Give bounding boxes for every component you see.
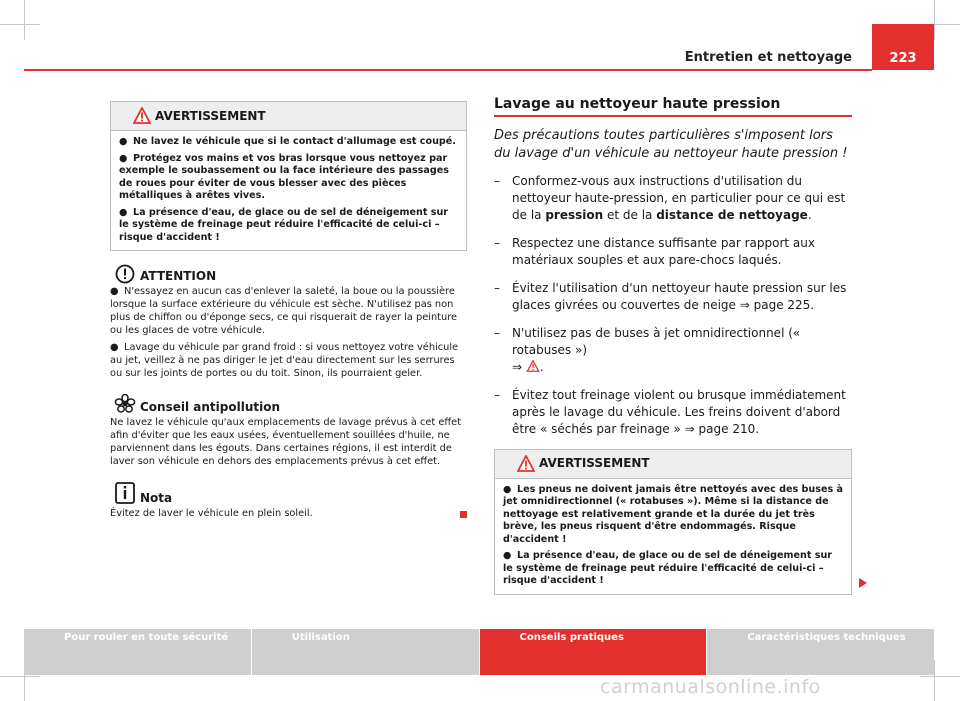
crop-mark	[0, 676, 40, 677]
tab-label: Pour rouler en toute sécurité	[64, 632, 229, 643]
list-item: – Conformez-vous aux instructions d'utilisation du nettoyeur haute-pression, en particulier pour ce qui est de la pression et de la distance de nettoyage.	[494, 173, 846, 222]
tab-securite[interactable]	[24, 629, 251, 675]
crop-mark	[934, 0, 935, 40]
eco-heading: Conseil antipollution	[140, 400, 281, 414]
crop-mark	[934, 660, 935, 701]
step-text: Conformez-vous aux instructions d'utilisation du nettoyeur haute-pression, en particulier pour ce qui est de la	[512, 173, 846, 222]
section-title: Lavage au nettoyeur haute pression	[494, 96, 781, 112]
step-text: .	[807, 207, 812, 222]
warning-heading-text: AVERTISSEMENT	[155, 108, 266, 123]
warning-item-text: Protégez vos mains et vos bras lorsque vous nettoyez par exemple le soubassement ou la face intérieure des passages de roues pour éviter de vous blesser avec des pièces métalliques à arêtes vives.	[119, 152, 449, 201]
step-bold: distance de nettoyage	[656, 207, 808, 222]
crop-mark	[920, 676, 960, 677]
warning-item: ● Protégez vos mains et vos bras lorsque vous nettoyez par exemple le soubassement ou la face intérieure des passages de roues pour éviter de vous blesser avec des pièces métalliques à arêtes vives.	[119, 152, 449, 201]
attention-item-text: Lavage du véhicule par grand froid : si vous nettoyez votre véhicule au jet, veillez à ne pas diriger le jet d'eau directement sur les serrures ou sur les joints de portes ou du toit. Sinon, ils pourraient geler.	[110, 342, 459, 379]
eco-leaf-icon	[114, 394, 136, 414]
step-text: N'utilisez pas de buses à jet omnidirectionnel (« rotabuses »)	[512, 325, 801, 357]
step-bold: pression	[545, 207, 604, 222]
tab-conseils-pratiques[interactable]	[480, 629, 707, 675]
warning-body	[111, 131, 466, 250]
warning-item-text: La présence d'eau, de glace ou de sel de déneigement sur le système de freinage peut réduire l'efficacité de celui-ci – risque d'accident !	[119, 206, 449, 243]
page-number-text: 223	[889, 51, 917, 66]
list-item: – N'utilisez pas de buses à jet omnidirectionnel (« rotabuses ») ⇒ .	[494, 325, 801, 374]
list-item: – Respectez une distance suffisante par rapport aux matériaux souples et aux pare-chocs laqués.	[494, 235, 815, 267]
warning-box	[110, 101, 467, 251]
warning-triangle-icon	[133, 107, 151, 124]
warning-item-text: La présence d'eau, de glace ou de sel de déneigement sur le système de freinage peut réduire l'efficacité de celui-ci – risque d'accident !	[503, 550, 833, 586]
attention-item: ● N'essayez en aucun cas d'enlever la saleté, la boue ou la poussière lorsque la surface extérieure du véhicule est sèche. N'utilisez pas non plus de chiffon ou d'éponge secs, ce qui risquerait de rayer la peinture ou les glaces de votre véhicule.	[110, 286, 458, 336]
attention-item-text: N'essayez en aucun cas d'enlever la saleté, la boue ou la poussière lorsque la surface extérieure du véhicule est sèche. N'utilisez pas non plus de chiffon ou d'éponge secs, ce qui risquerait de rayer la peinture ou les glaces de votre véhicule.	[110, 286, 458, 336]
warning-heading	[495, 450, 851, 479]
step-text: Respectez une distance suffisante par rapport aux matériaux souples et aux pare-chocs laqués.	[512, 235, 815, 267]
info-icon	[115, 482, 135, 504]
warning-item-text: Les pneus ne doivent jamais être nettoyés avec des buses à jet omnidirectionnel (« rotabuses »). Même si la distance de nettoyage est relativement grande et la durée du jet très brève, les pneus risquent d'être endommagés. Risque d'accident !	[503, 483, 843, 545]
crop-mark	[24, 0, 25, 40]
attention-item: ● Lavage du véhicule par grand froid : si vous nettoyez votre véhicule au jet, veillez à ne pas diriger le jet d'eau directement sur les serrures ou sur les joints de portes ou du toit. Sinon, ils pourraient geler.	[110, 342, 459, 379]
tab-label: Utilisation	[291, 632, 350, 643]
warning-item: ● La présence d'eau, de glace ou de sel de déneigement sur le système de freinage peut réduire l'efficacité de celui-ci – risque d'accident !	[503, 550, 833, 586]
warning-item-text: Ne lavez le véhicule que si le contact d'allumage est coupé.	[133, 136, 456, 147]
nota-heading: Nota	[140, 491, 173, 505]
step-arrow: ⇒	[512, 359, 523, 374]
section-end-marker	[460, 511, 467, 518]
warning-box	[494, 449, 852, 595]
tab-label: Caractéristiques techniques	[747, 632, 906, 643]
attention-note	[110, 264, 467, 380]
list-item: – Évitez tout freinage violent ou brusque immédiatement après le lavage du véhicule. Les freins doivent d'abord être « séchés par freinage » ⇒ page 210.	[494, 387, 846, 436]
tab-label: Conseils pratiques	[519, 632, 624, 643]
section-title-rule	[494, 115, 852, 117]
right-column	[494, 98, 852, 595]
attention-heading: ATTENTION	[140, 269, 217, 283]
warning-triangle-icon	[517, 455, 535, 472]
steps-list	[494, 173, 852, 438]
warning-triangle-icon	[526, 360, 540, 372]
header-rule	[24, 69, 872, 71]
chapter-tabs	[24, 629, 934, 675]
warning-item: ● Ne lavez le véhicule que si le contact d'allumage est coupé.	[119, 136, 456, 147]
warning-heading	[111, 102, 466, 131]
step-text: et de la	[603, 207, 657, 222]
list-item: – Évitez l'utilisation d'un nettoyeur haute pression sur les glaces givrées ou couvertes de neige ⇒ page 225.	[494, 280, 847, 312]
attention-body	[110, 285, 467, 380]
tab-caracteristiques[interactable]	[707, 629, 934, 675]
tab-utilisation[interactable]	[252, 629, 479, 675]
section-intro: Des précautions toutes particulières s'imposent lors du lavage d'un véhicule au nettoyeur haute pression !	[494, 127, 848, 161]
section-header-title: Entretien et nettoyage	[684, 50, 852, 65]
page-number	[872, 24, 934, 70]
eco-text: Ne lavez le véhicule qu'aux emplacements de lavage prévus à cet effet afin d'éviter que les eaux usées, éventuellement souillées d'huile, ne parviennent dans les égouts. Dans certaines régions, il est interdit de laver son véhicule en dehors des emplacements prévus à cet effet.	[110, 417, 462, 467]
watermark: carmanualsonline.info	[600, 676, 821, 698]
crop-mark	[0, 24, 40, 25]
nota-text: Évitez de laver le véhicule en plein soleil.	[110, 508, 313, 519]
eco-note	[110, 394, 467, 468]
nota-body	[110, 507, 467, 520]
nota-note	[110, 482, 467, 520]
warning-heading-text: AVERTISSEMENT	[539, 456, 650, 470]
warning-body	[495, 479, 851, 594]
left-column	[110, 101, 467, 524]
step-text: Évitez l'utilisation d'un nettoyeur haute pression sur les glaces givrées ou couvertes de neige ⇒ page 225.	[512, 280, 847, 312]
continue-arrow-icon	[859, 578, 867, 588]
attention-icon	[115, 264, 135, 284]
warning-item: ● Les pneus ne doivent jamais être nettoyés avec des buses à jet omnidirectionnel (« rotabuses »). Même si la distance de nettoyage est relativement grande et la durée du jet très brève, les pneus risquent d'être endommagés. Risque d'accident !	[503, 483, 843, 545]
eco-body	[110, 416, 467, 468]
warning-item: ● La présence d'eau, de glace ou de sel de déneigement sur le système de freinage peut réduire l'efficacité de celui-ci – risque d'accident !	[119, 206, 449, 243]
step-text: Évitez tout freinage violent ou brusque immédiatement après le lavage du véhicule. Les freins doivent d'abord être « séchés par freinage » ⇒ page 210.	[512, 387, 846, 436]
